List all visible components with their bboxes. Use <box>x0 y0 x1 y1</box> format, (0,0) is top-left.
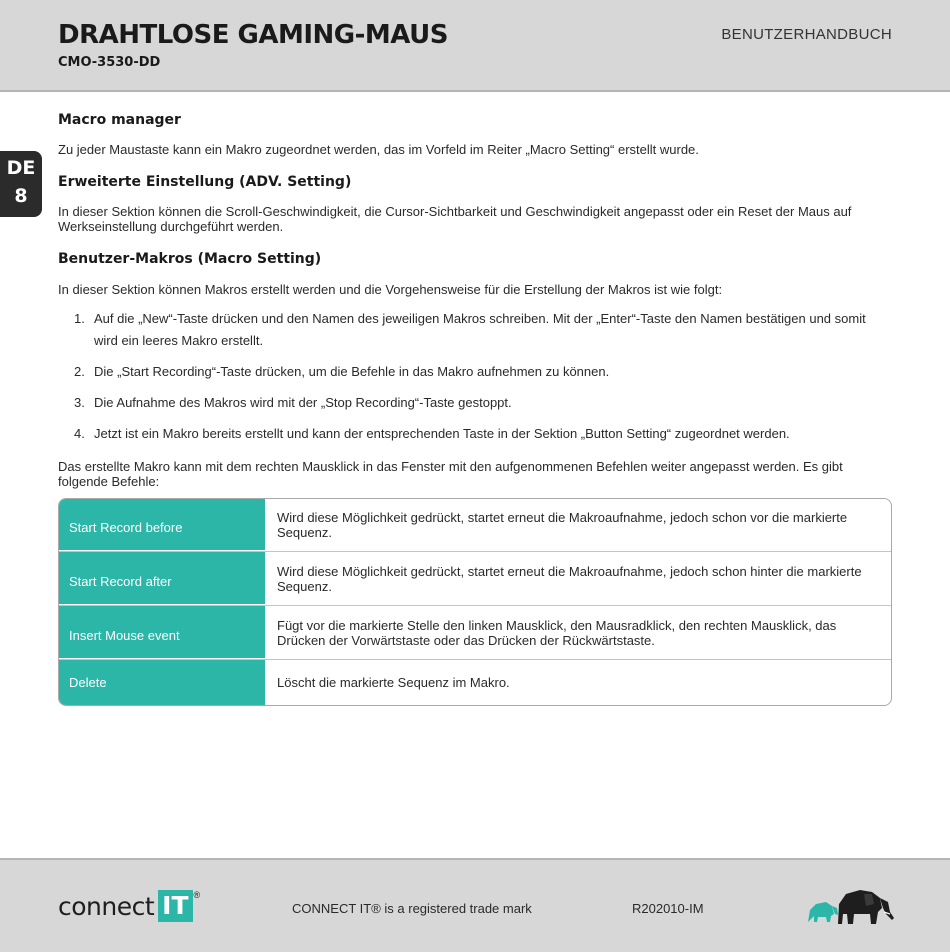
command-description: Wird diese Möglichkeit gedrückt, startet erneut die Makroaufnahme, jedoch schon vor die markierte Sequenz. <box>277 510 848 540</box>
section-closing-user-macros: Das erstellte Makro kann mit dem rechten Mausklick in das Fenster mit den aufgenommenen Befehlen weiter angepasst werden. Es gibt folgende Befehle: <box>58 459 843 489</box>
command-name: Start Record before <box>59 499 265 551</box>
step-text: Jetzt ist ein Makro bereits erstellt und kann der entsprechenden Taste in der Sektion „Button Setting“ zugeordnet werden. <box>94 426 790 441</box>
table-row <box>59 606 891 660</box>
table-row <box>59 660 891 705</box>
logo-wordmark: connect <box>58 891 155 921</box>
command-description: Fügt vor die markierte Stelle den linken Mausklick, den Mausradklick, den rechten Mausklick, das Drücken der Vorwärtstaste oder das Drücken der Rückwärtstaste. <box>277 617 837 648</box>
language-page-tab <box>0 151 42 217</box>
language-code: DE <box>6 157 36 179</box>
table-row <box>59 552 891 606</box>
section-title-user-macros: Benutzer-Makros (Macro Setting) <box>58 251 322 267</box>
command-description: Löscht die markierte Sequenz im Makro. <box>277 675 510 690</box>
document-code: R202010-IM <box>632 901 704 916</box>
step-text: Auf die „New“-Taste drücken und den Namen des jeweiligen Makros schreiben. Mit der „Enter“-Taste den Namen bestätigen und somit wird ein leeres Makro erstellt. <box>94 311 866 348</box>
command-name: Start Record after <box>59 552 265 605</box>
step-number: 3. <box>74 395 85 410</box>
document-title: DRAHTLOSE GAMING-MAUS <box>58 20 448 50</box>
macro-steps-list <box>58 308 892 454</box>
section-title-adv-setting: Erweiterte Einstellung (ADV. Setting) <box>58 174 352 190</box>
connect-it-logo <box>58 890 200 922</box>
manual-label: BENUTZERHANDBUCH <box>721 26 892 43</box>
command-description: Wird diese Möglichkeit gedrückt, startet erneut die Makroaufnahme, jedoch schon hinter die markierte Sequenz. <box>277 563 862 594</box>
logo-registered-mark: ® <box>193 890 201 900</box>
step-number: 2. <box>74 364 85 379</box>
section-intro-user-macros: In dieser Sektion können Makros erstellt werden und die Vorgehensweise für die Erstellung der Makros ist wie folgt: <box>58 282 723 297</box>
model-number: CMO-3530-DD <box>58 55 161 70</box>
list-item <box>58 308 892 352</box>
step-number: 4. <box>74 426 85 441</box>
page-number: 8 <box>14 185 28 207</box>
page-header <box>0 0 950 92</box>
macro-commands-table <box>58 498 892 706</box>
list-item <box>58 423 892 445</box>
command-name: Delete <box>59 660 265 705</box>
section-title-macro-manager: Macro manager <box>58 112 181 128</box>
table-row <box>59 499 891 552</box>
command-name: Insert Mouse event <box>59 606 265 659</box>
step-number: 1. <box>74 311 85 326</box>
elephants-icon <box>804 882 896 932</box>
section-text-adv-setting: In dieser Sektion können die Scroll-Geschwindigkeit, die Cursor-Sichtbarkeit und Geschwindigkeit angepasst oder ein Reset der Maus auf Werkseinstellung durchgeführt werden. <box>58 204 852 234</box>
step-text: Die „Start Recording“-Taste drücken, um die Befehle in das Makro aufnehmen zu können. <box>94 364 610 379</box>
section-text-macro-manager: Zu jeder Maustaste kann ein Makro zugeordnet werden, das im Vorfeld im Reiter „Macro Setting“ erstellt wurde. <box>58 142 699 157</box>
trademark-notice: CONNECT IT® is a registered trade mark <box>292 901 532 916</box>
list-item <box>58 392 892 414</box>
logo-it-box: IT <box>158 890 192 922</box>
step-text: Die Aufnahme des Makros wird mit der „Stop Recording“-Taste gestoppt. <box>94 395 512 410</box>
list-item <box>58 361 892 383</box>
page-footer <box>0 858 950 952</box>
